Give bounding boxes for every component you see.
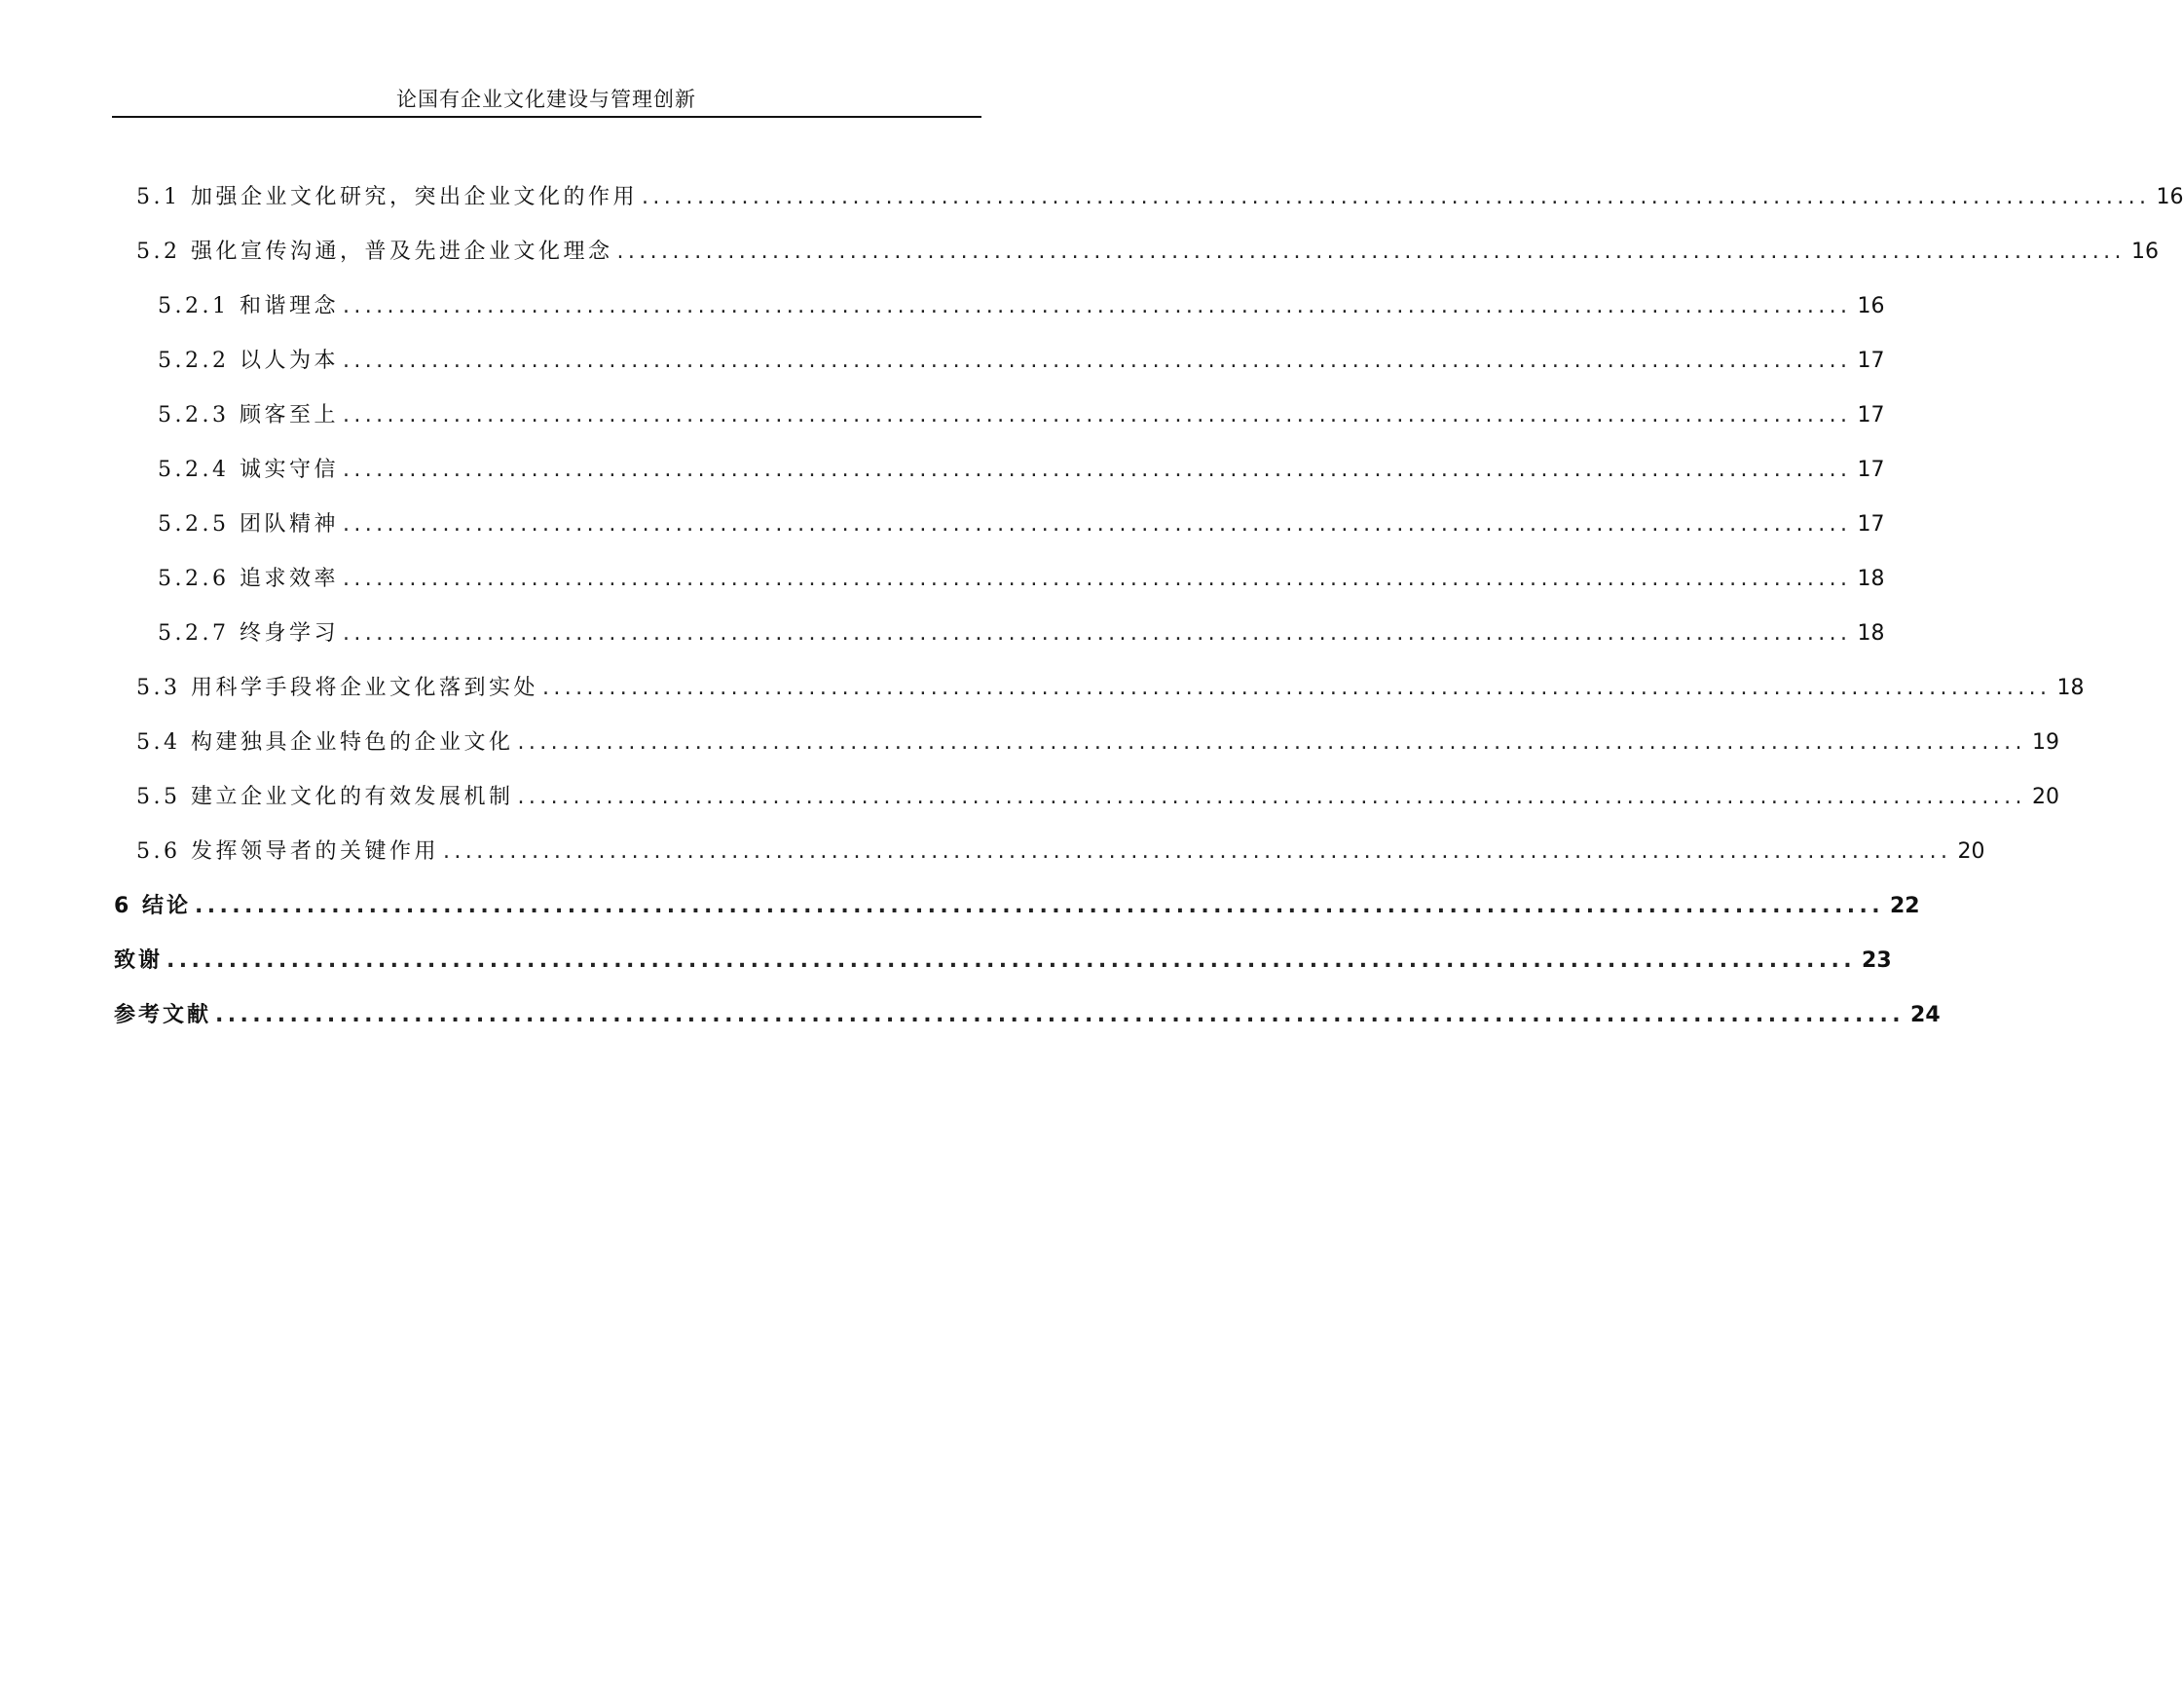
toc-entry-title: 5.6 发挥领导者的关键作用 — [136, 839, 439, 864]
toc-dot-leader: ........................................................................................................................................ — [215, 1003, 1906, 1027]
toc-entry-title: 6 结论 — [114, 894, 191, 918]
toc-entry-5-2-4[interactable] — [158, 453, 1885, 488]
toc-dot-leader: ........................................................................................................................................ — [166, 948, 1857, 973]
toc-dot-leader: ........................................................................................................................................ — [517, 785, 2026, 809]
toc-dot-leader: ........................................................................................................................................ — [541, 676, 2052, 700]
toc-page-number: 17 — [1857, 458, 1885, 482]
toc-entry-5-6[interactable] — [136, 835, 1985, 870]
toc-dot-leader: ........................................................................................................................................ — [616, 240, 2126, 264]
toc-dot-leader: ........................................................................................................................................ — [342, 512, 1852, 537]
toc-page-number: 19 — [2031, 730, 2059, 755]
toc-dot-leader: ........................................................................................................................................ — [342, 403, 1852, 427]
toc-entry-5-2-3[interactable] — [158, 398, 1885, 433]
toc-page-number: 18 — [1857, 621, 1885, 646]
toc-entry-title: 5.5 建立企业文化的有效发展机制 — [136, 785, 514, 809]
toc-dot-leader: ........................................................................................................................................ — [342, 458, 1852, 482]
toc-entry-5-2-1[interactable] — [158, 289, 1885, 324]
toc-dot-leader: ........................................................................................................................................ — [517, 730, 2026, 755]
toc-entry-chapter-6[interactable] — [114, 889, 1920, 924]
running-header: 论国有企业文化建设与管理创新 — [396, 88, 696, 111]
toc-entry-5-1[interactable] — [136, 180, 2183, 215]
toc-entry-5-3[interactable] — [136, 671, 2085, 706]
toc-entry-title: 5.2.5 团队精神 — [158, 512, 339, 537]
toc-page-number: 22 — [1889, 894, 1920, 918]
toc-entry-title: 5.2.1 和谐理念 — [158, 294, 339, 318]
toc-entry-5-2-2[interactable] — [158, 344, 1885, 379]
toc-page-number: 18 — [2056, 676, 2085, 700]
toc-entry-5-5[interactable] — [136, 780, 2059, 815]
toc-entry-5-2-6[interactable] — [158, 562, 1885, 597]
toc-entry-title: 5.2.4 诚实守信 — [158, 458, 339, 482]
toc-dot-leader: ........................................................................................................................................ — [342, 294, 1852, 318]
toc-page-number: 18 — [1857, 567, 1885, 591]
toc-page-number: 20 — [2031, 785, 2059, 809]
toc-dot-leader: ........................................................................................................................................ — [342, 349, 1852, 373]
toc-entry-title: 致谢 — [114, 948, 164, 973]
toc-dot-leader: ........................................................................................................................................ — [342, 621, 1852, 646]
toc-entry-5-2-5[interactable] — [158, 507, 1885, 542]
toc-entry-title: 5.2.6 追求效率 — [158, 567, 339, 591]
toc-entry-title: 5.2 强化宣传沟通，普及先进企业文化理念 — [136, 240, 613, 264]
toc-page-number: 24 — [1910, 1003, 1941, 1027]
toc-entry-5-4[interactable] — [136, 725, 2059, 761]
toc-page-number: 16 — [1857, 294, 1885, 318]
toc-entry-title: 5.2.3 顾客至上 — [158, 403, 339, 427]
toc-page-number: 16 — [2156, 185, 2183, 209]
toc-page-number: 16 — [2130, 240, 2159, 264]
toc-dot-leader: ........................................................................................................................................ — [342, 567, 1852, 591]
toc-entry-acknowledgements[interactable] — [114, 944, 1892, 979]
toc-page-number: 17 — [1857, 512, 1885, 537]
toc-dot-leader: ........................................................................................................................................ — [641, 185, 2151, 209]
toc-entry-5-2[interactable] — [136, 235, 2159, 270]
toc-entry-5-2-7[interactable] — [158, 616, 1885, 651]
toc-dot-leader: ........................................................................................................................................ — [194, 894, 1884, 918]
toc-entry-title: 5.1 加强企业文化研究，突出企业文化的作用 — [136, 185, 638, 209]
toc-entry-title: 5.2.2 以人为本 — [158, 349, 339, 373]
toc-entry-title: 参考文献 — [114, 1003, 212, 1027]
toc-entry-title: 5.4 构建独具企业特色的企业文化 — [136, 730, 514, 755]
toc-page-number: 17 — [1857, 403, 1885, 427]
toc-page-number: 17 — [1857, 349, 1885, 373]
toc-dot-leader: ........................................................................................................................................ — [442, 839, 1952, 864]
toc-entry-title: 5.3 用科学手段将企业文化落到实处 — [136, 676, 538, 700]
toc-page-number: 20 — [1957, 839, 1985, 864]
toc-entry-title: 5.2.7 终身学习 — [158, 621, 339, 646]
toc-entry-references[interactable] — [114, 998, 1941, 1033]
toc-page-number: 23 — [1862, 948, 1892, 973]
